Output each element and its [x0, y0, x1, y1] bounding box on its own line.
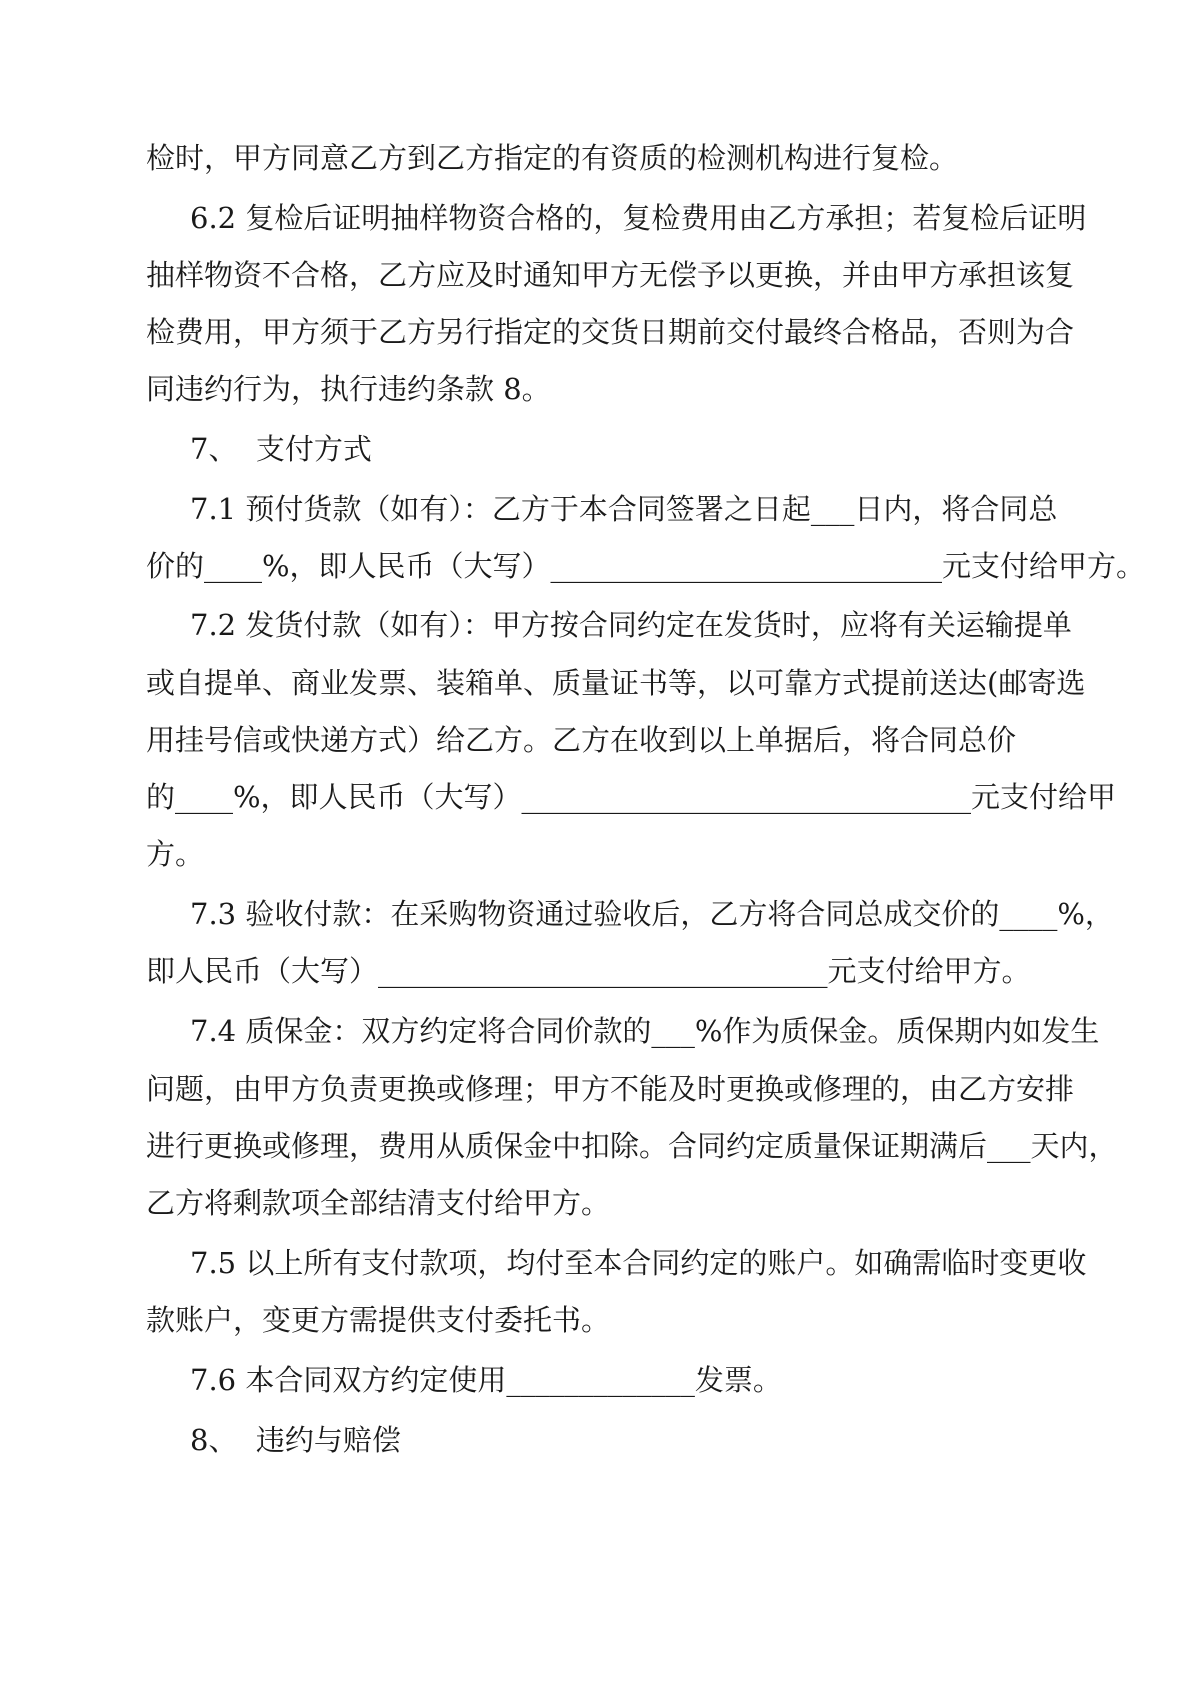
clause-7-6: 7.6 本合同双方约定使用_____________发票。	[190, 1363, 782, 1397]
text-line: 用挂号信或快递方式）给乙方。乙方在收到以上单据后，将合同总价	[146, 723, 1017, 757]
text-line: 方。	[146, 837, 205, 871]
text-line: 即人民币（大写）_______________________________元支付给甲方。	[146, 954, 1031, 988]
clause-7-5: 7.5 以上所有支付款项，均付至本合同约定的账户。如确需临时变更收	[190, 1246, 1087, 1280]
text-line: 检时，甲方同意乙方到乙方指定的有资质的检测机构进行复检。	[146, 141, 959, 175]
clause-7-3: 7.3 验收付款：在采购物资通过验收后，乙方将合同总成交价的____%，	[190, 897, 1114, 931]
text-line: 同违约行为，执行违约条款 8。	[146, 372, 551, 406]
clause-7-4: 7.4 质保金：双方约定将合同价款的___%作为质保金。质保期内如发生	[190, 1014, 1100, 1048]
text-line: 检费用，甲方须于乙方另行指定的交货日期前交付最终合格品，否则为合	[146, 315, 1075, 349]
text-line: 进行更换或修理，费用从质保金中扣除。合同约定质量保证期满后___天内，	[146, 1129, 1118, 1163]
text-line: 问题，由甲方负责更换或修理；甲方不能及时更换或修理的，由乙方安排	[146, 1072, 1075, 1106]
text-line: 抽样物资不合格，乙方应及时通知甲方无偿予以更换，并由甲方承担该复	[146, 258, 1075, 292]
text-line: 价的____%，即人民币（大写）___________________________元支付给甲方。	[146, 549, 1146, 583]
section-heading-8: 8、 违约与赔偿	[190, 1423, 401, 1457]
clause-7-1: 7.1 预付货款（如有）：乙方于本合同签署之日起___日内，将合同总	[190, 492, 1058, 526]
section-heading-7: 7、 支付方式	[190, 432, 372, 466]
text-line: 的____%，即人民币（大写）_______________________________元支付给甲	[146, 780, 1117, 814]
clause-7-2: 7.2 发货付款（如有）：甲方按合同约定在发货时，应将有关运输提单	[190, 608, 1072, 642]
text-line: 款账户，变更方需提供支付委托书。	[146, 1303, 611, 1337]
clause-6-2: 6.2 复检后证明抽样物资合格的，复检费用由乙方承担；若复检后证明	[190, 201, 1087, 235]
text-line: 或自提单、商业发票、装箱单、质量证书等，以可靠方式提前送达(邮寄选	[146, 666, 1086, 700]
text-line: 乙方将剩款项全部结清支付给甲方。	[146, 1186, 611, 1220]
